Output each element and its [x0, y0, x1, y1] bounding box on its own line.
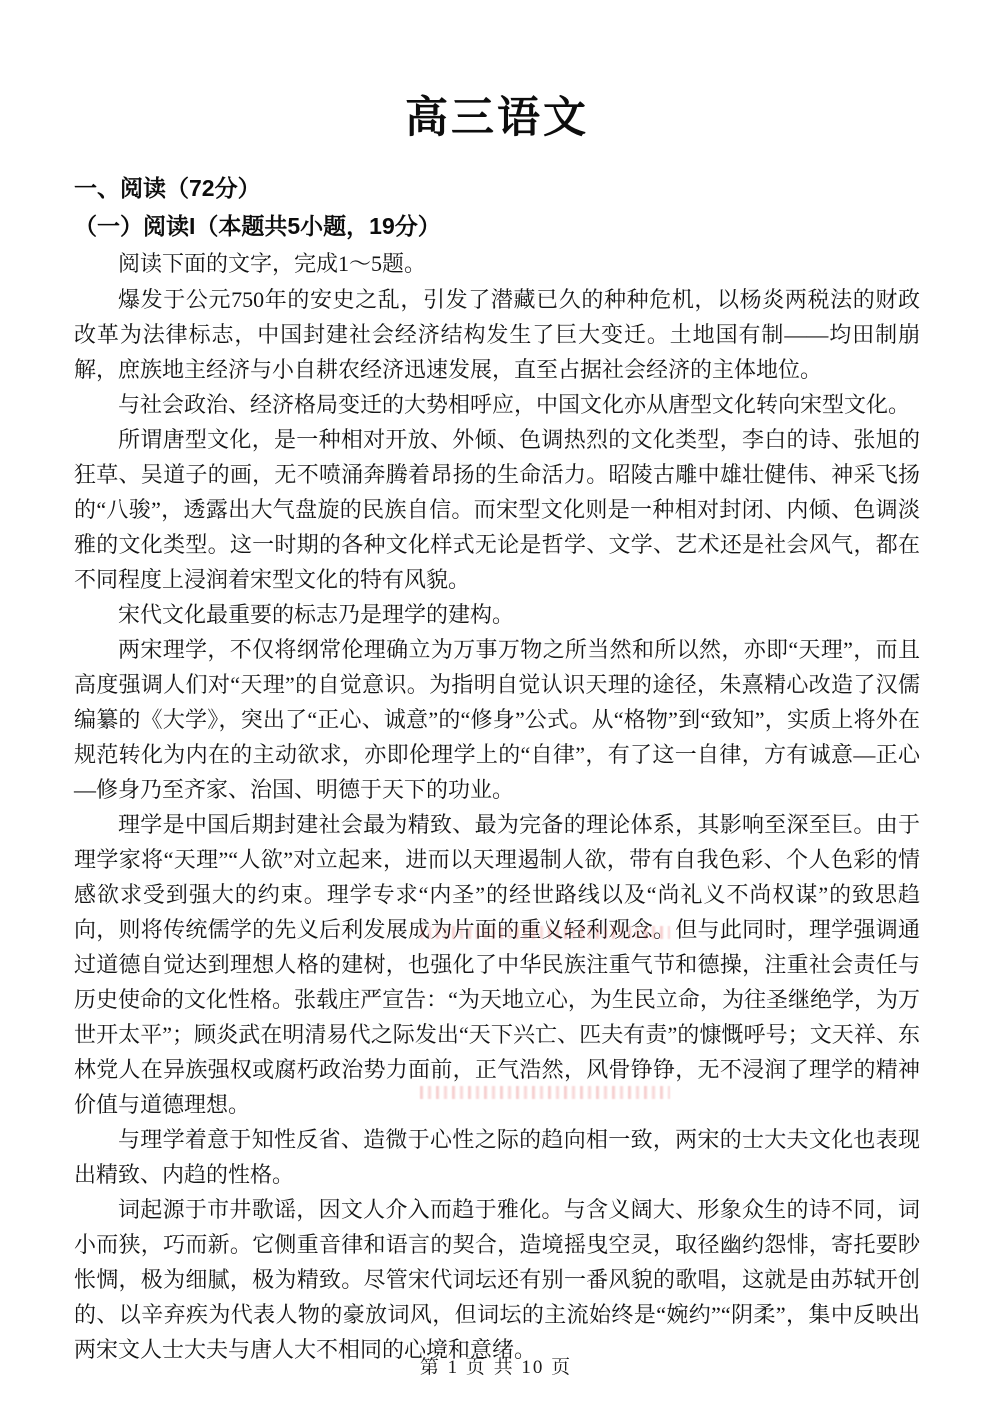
subsection-heading-reading-1: （一）阅读I（本题共5小题，19分）	[74, 212, 441, 239]
passage-paragraph-6: 理学是中国后期封建社会最为精致、最为完备的理论体系，其影响至深至巨。由于理学家将“天理”“人欲”对立起来，进而以天理遏制人欲，带有自我色彩、个人色彩的情感欲求受到强大的约束。理学专求“内圣”的经世路线以及“尚礼义不尚权谋”的致思趋向，则将传统儒学的先义后利发展成为片面的重义轻利观念。但与此同时，理学强调通过道德自觉达到理想人格的建树，也强化了中华民族注重气节和德操，注重社会责任与历史使命的文化性格。张载庄严宣告：“为天地立心，为生民立命，为往圣继绝学，为万世开太平”；顾炎武在明清易代之际发出“天下兴亡、匹夫有责”的慷慨呼号；文天祥、东林党人在异族强权或腐朽政治势力面前，正气浩然，风骨铮铮，无不浸润了理学的精神价值与道德理想。	[74, 811, 920, 1117]
passage-paragraph-1: 爆发于公元750年的安史之乱，引发了潜藏已久的种种危机，以杨炎两税法的财政改革为法律标志，中国封建社会经济结构发生了巨大变迁。土地国有制——均田制崩解，庶族地主经济与小自耕农经济迅速发展，直至占据社会经济的主体地位。	[74, 286, 920, 382]
reading-passage	[74, 282, 920, 1367]
passage-paragraph-5: 两宋理学，不仅将纲常伦理确立为万事万物之所当然和所以然，亦即“天理”，而且高度强调人们对“天理”的自觉意识。为指明自觉认识天理的途径，朱熹精心改造了汉儒编纂的《大学》，突出了“正心、诚意”的“修身”公式。从“格物”到“致知”，实质上将外在规范转化为内在的主动欲求，亦即伦理学上的“自律”，有了这一自律，方有诚意—正心—修身乃至齐家、治国、明德于天下的功业。	[74, 636, 920, 802]
passage-paragraph-4: 宋代文化最重要的标志乃是理学的建构。	[118, 601, 515, 627]
page-number-footer: 第 1 页 共 10 页	[419, 1357, 573, 1378]
passage-paragraph-7: 与理学着意于知性反省、造微于心性之际的趋向相一致，两宋的士大夫文化也表现出精致、内趋的性格。	[74, 1126, 920, 1187]
passage-paragraph-3: 所谓唐型文化，是一种相对开放、外倾、色调热烈的文化类型，李白的诗、张旭的狂草、吴道子的画，无不喷涌奔腾着昂扬的生命活力。昭陵古雕中雄壮健伟、神采飞扬的“八骏”，透露出大气盘旋的民族自信。而宋型文化则是一种相对封闭、内倾、色调淡雅的文化类型。这一时期的各种文化样式无论是哲学、文学、艺术还是社会风气，都在不同程度上浸润着宋型文化的特有风貌。	[74, 426, 920, 592]
page-title: 高三语文	[405, 94, 589, 142]
passage-paragraph-2: 与社会政治、经济格局变迁的大势相呼应，中国文化亦从唐型文化转向宋型文化。	[118, 391, 911, 417]
page-content	[74, 0, 920, 1367]
section-heading-reading: 一、阅读（72分）	[74, 174, 261, 201]
reading-instruction: 阅读下面的文字，完成1～5题。	[118, 250, 427, 276]
passage-paragraph-8: 词起源于市井歌谣，因文人介入而趋于雅化。与含义阔大、形象众生的诗不同，词小而狭，巧而新。它侧重音律和语言的契合，造境摇曳空灵，取径幽约怨悱，寄托要眇怅惆，极为细腻，极为精致。尽管宋代词坛还有别一番风貌的歌唱，这就是由苏轼开创的、以辛弃疾为代表人物的豪放词风，但词坛的主流始终是“婉约”“阴柔”，集中反映出两宋文人士大夫与唐人大不相同的心境和意绪。	[74, 1196, 920, 1362]
